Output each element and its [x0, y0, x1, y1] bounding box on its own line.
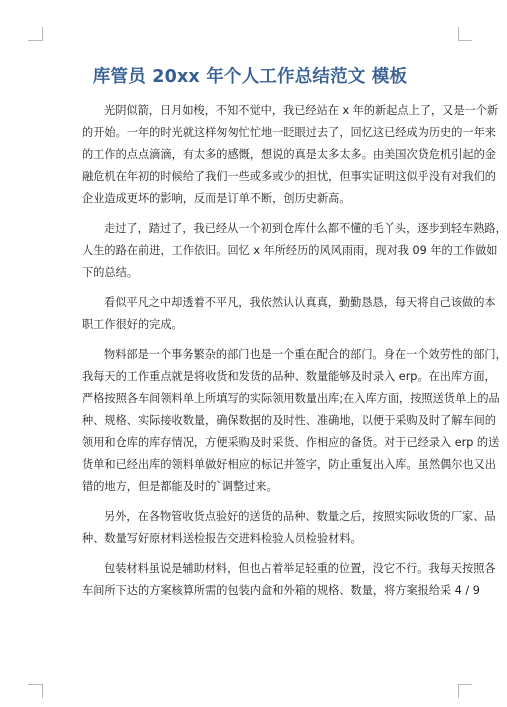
text-line: 的工作的点点滴滴，有太多的感慨，想说的真是太多太多。由美国次贷危机引起的金: [82, 148, 496, 161]
paragraph: [60, 558, 496, 602]
paragraph: [60, 292, 496, 336]
text-line: 融危机在年初的时候给了我们一些或多或少的担忧，但事实证明这似乎没有对我们的: [82, 170, 496, 183]
text-line: 职工作很好的完成。: [82, 318, 183, 331]
text-line: 货单和已经出库的领料单做好相应的标记并签字，防止重复出入库。虽然偶尔也又出: [82, 458, 496, 471]
text-line: 错的地方，但是都能及时的`调整过来。: [82, 480, 278, 493]
document-body: [60, 100, 507, 602]
text-line: 严格按照各车间领料单上所填写的实际领用数量出库;在入库方面，按照送货单上的品: [82, 392, 500, 405]
text-line: 光阴似箭，日月如梭，不知不觉中，我已经站在 x 年的新起点上了，又是一个新: [104, 104, 499, 117]
text-line: 我每天的工作重点就是将收货和发货的品种、数量能够及时录入 erp。在出库方面，: [82, 370, 496, 383]
crop-mark: [42, 27, 43, 41]
paragraph: [60, 506, 496, 550]
crop-mark: [28, 684, 42, 685]
text-line: 下的总结。: [82, 266, 138, 279]
crop-mark: [458, 684, 472, 685]
text-line: 的开始。一年的时光就这样匆匆忙忙地一眨眼过去了，回忆这已经成为历史的一年来: [82, 126, 496, 139]
document-title: 库管员 20xx 年个人工作总结范文 模板: [92, 67, 408, 87]
paragraph: [60, 100, 499, 210]
crop-mark: [458, 40, 472, 41]
crop-mark: [458, 684, 459, 698]
text-line: 种、数量写好原材料送检报告交进料检验人员检验材料。: [82, 532, 362, 545]
crop-mark: [458, 27, 459, 41]
paragraph: [60, 218, 507, 284]
text-line: 领用和仓库的库存情况，方便采购及时采货、作相应的备货。对于已经录入 erp 的送: [82, 436, 500, 449]
text-line: 车间所下达的方案核算所需的包装内盒和外箱的规格、数量，将方案报给采 4 / 9: [82, 584, 480, 597]
text-line: 看似平凡之中却透着不平凡，我依然认认真真，勤勤恳恳，每天将自己该做的本: [104, 296, 496, 309]
text-line: 物料部是一个事务繁杂的部门也是一个重在配合的部门。身在一个效劳性的部门，: [104, 348, 507, 361]
text-line: 另外，在各物管收货点验好的送货的品种、数量之后，按照实际收货的厂家、品: [104, 510, 496, 523]
text-line: 走过了，踏过了，我已经从一个初到仓库什么都不懂的毛丫头，逐步到轻车熟路，: [104, 222, 507, 235]
text-line: 企业造成更坏的影响，反而是订单不断，创历史新高。: [82, 192, 351, 205]
text-line: 人生的路在前进，工作依旧。回忆 x 年所经历的风风雨雨，现对我 09 年的工作做如: [82, 244, 498, 257]
crop-mark: [28, 40, 42, 41]
text-line: 种、规格、实际接收数量，确保数据的及时性、准确地，以便于采购及时了解车间的: [82, 414, 496, 427]
text-line: 包装材料虽说是辅助材料，但也占着举足轻重的位置，没它不行。我每天按照各: [104, 562, 496, 575]
crop-mark: [42, 684, 43, 698]
paragraph: [60, 344, 507, 498]
